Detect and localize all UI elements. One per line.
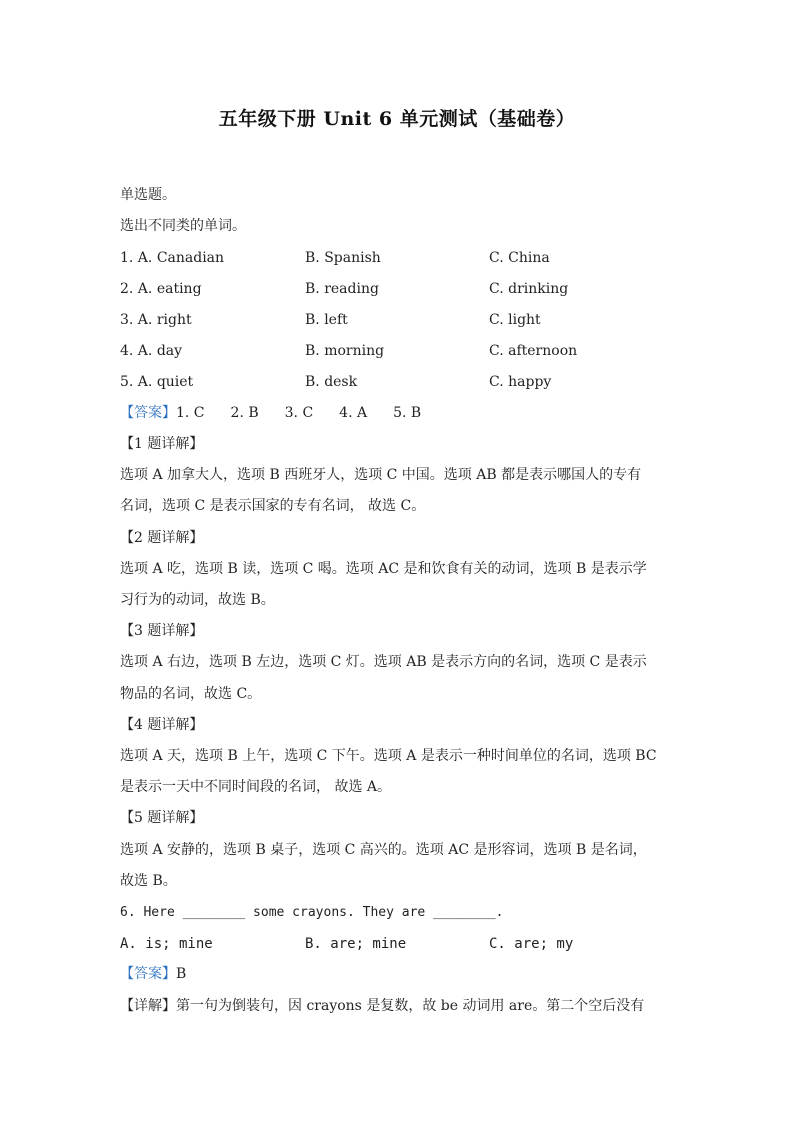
detail-1-heading: 【1 题详解】	[120, 436, 204, 452]
detail-5-line-1: 选项 A 安静的，选项 B 桌子，选项 C 高兴的。选项 AC 是形容词，选项 B 是名词，	[120, 842, 647, 858]
answer-item: 5. B	[393, 405, 422, 421]
q4-option-c: C. afternoon	[489, 343, 578, 359]
q2-option-b: B. reading	[305, 281, 379, 297]
q6-answer-label: 【答案】	[120, 966, 176, 982]
q6-option-b: B. are; mine	[305, 936, 407, 952]
detail-3-line-1: 选项 A 右边，选项 B 左边，选项 C 灯。选项 AB 是表示方向的名词，选项 C 是表示	[120, 654, 647, 670]
section-heading: 单选题。	[120, 187, 176, 203]
detail-1-line-2: 名词，选项 C 是表示国家的专有名词， 故选 C。	[120, 498, 426, 514]
detail-4-heading: 【4 题详解】	[120, 717, 204, 733]
q6-detail-label: 【详解】	[120, 998, 176, 1014]
q5-option-a: 5. A. quiet	[120, 374, 194, 390]
q6-answer-line	[120, 964, 186, 984]
q6-stem: 6. Here ________ some crayons. They are ________.	[120, 905, 504, 920]
answer-line	[120, 403, 447, 423]
answer-label: 【答案】	[120, 405, 176, 421]
detail-2-heading: 【2 题详解】	[120, 530, 204, 546]
q5-option-c: C. happy	[489, 374, 552, 390]
detail-1-line-1: 选项 A 加拿大人，选项 B 西班牙人，选项 C 中国。选项 AB 都是表示哪国人的专有	[120, 467, 642, 483]
q3-option-b: B. left	[305, 312, 348, 328]
q6-option-c: C. are; my	[489, 936, 574, 952]
answer-item: 3. C	[284, 405, 314, 421]
detail-4-line-2: 是表示一天中不同时间段的名词， 故选 A。	[120, 779, 392, 795]
q4-option-a: 4. A. day	[120, 343, 183, 359]
detail-2-line-1: 选项 A 吃，选项 B 读，选项 C 喝。选项 AC 是和饮食有关的动词，选项 B 是表示学	[120, 561, 647, 577]
q2-option-a: 2. A. eating	[120, 281, 202, 297]
q1-option-c: C. China	[489, 250, 550, 266]
q6-answer: B	[176, 966, 187, 982]
answer-item: 4. A	[339, 405, 368, 421]
q6-option-a: A. is; mine	[120, 936, 213, 952]
detail-4-line-1: 选项 A 天，选项 B 上午，选项 C 下午。选项 A 是表示一种时间单位的名词，选项 BC	[120, 748, 657, 764]
instruction: 选出不同类的单词。	[120, 218, 246, 234]
q1-option-a: 1. A. Canadian	[120, 250, 225, 266]
page-title: 五年级下册 Unit 6 单元测试（基础卷）	[218, 108, 576, 130]
detail-5-heading: 【5 题详解】	[120, 810, 204, 826]
q6-detail-text: 第一句为倒装句，因 crayons 是复数，故 be 动词用 are。第二个空后没有	[176, 998, 645, 1014]
q5-option-b: B. desk	[305, 374, 358, 390]
q6-detail-line	[120, 996, 644, 1016]
detail-2-line-2: 习行为的动词，故选 B。	[120, 592, 275, 608]
q3-option-a: 3. A. right	[120, 312, 192, 328]
answer-item: 2. B	[230, 405, 259, 421]
q3-option-c: C. light	[489, 312, 541, 328]
q2-option-c: C. drinking	[489, 281, 569, 297]
detail-5-line-2: 故选 B。	[120, 873, 177, 889]
detail-3-heading: 【3 题详解】	[120, 623, 204, 639]
q4-option-b: B. morning	[305, 343, 385, 359]
q1-option-b: B. Spanish	[305, 250, 381, 266]
detail-3-line-2: 物品的名词，故选 C。	[120, 686, 262, 702]
answer-item: 1. C	[176, 405, 205, 421]
